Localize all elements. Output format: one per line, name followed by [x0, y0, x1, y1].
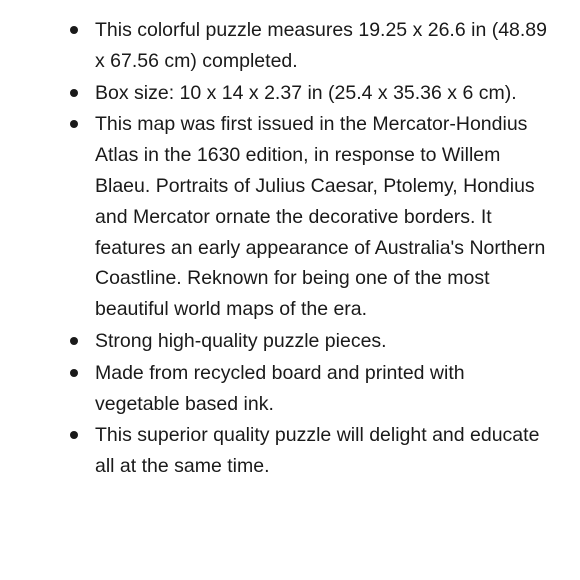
list-item-text: Strong high-quality puzzle pieces.	[95, 329, 387, 352]
bullet-icon	[70, 120, 78, 128]
bullet-icon	[70, 431, 78, 439]
list-item-text: Made from recycled board and printed with vegetable based ink.	[95, 361, 465, 415]
list-item	[70, 326, 550, 357]
bullet-icon	[70, 369, 78, 377]
list-item-text: This superior quality puzzle will delight and educate all at the same time.	[95, 424, 540, 478]
list-item	[70, 15, 550, 77]
bullet-icon	[70, 26, 78, 34]
list-item	[70, 109, 550, 325]
bullet-icon	[70, 337, 78, 345]
list-item	[70, 358, 550, 420]
list-item	[70, 420, 550, 482]
bullet-icon	[70, 89, 78, 97]
list-item	[70, 78, 550, 109]
list-item-text: Box size: 10 x 14 x 2.37 in (25.4 x 35.36 x 6 cm).	[95, 81, 517, 104]
feature-list	[70, 15, 550, 483]
list-item-text: This colorful puzzle measures 19.25 x 26.6 in (48.89 x 67.56 cm) completed.	[95, 19, 547, 72]
list-item-text: This map was first issued in the Mercator-Hondius Atlas in the 1630 edition, in response to Willem Blaeu. Portraits of Julius Caesar, Ptolemy, Hondius and Mercator ornate the decorative borders. It features an early appearance of Australia's Northern Coastline. Reknown for being one of the most beautiful world maps of the era.	[95, 113, 546, 321]
